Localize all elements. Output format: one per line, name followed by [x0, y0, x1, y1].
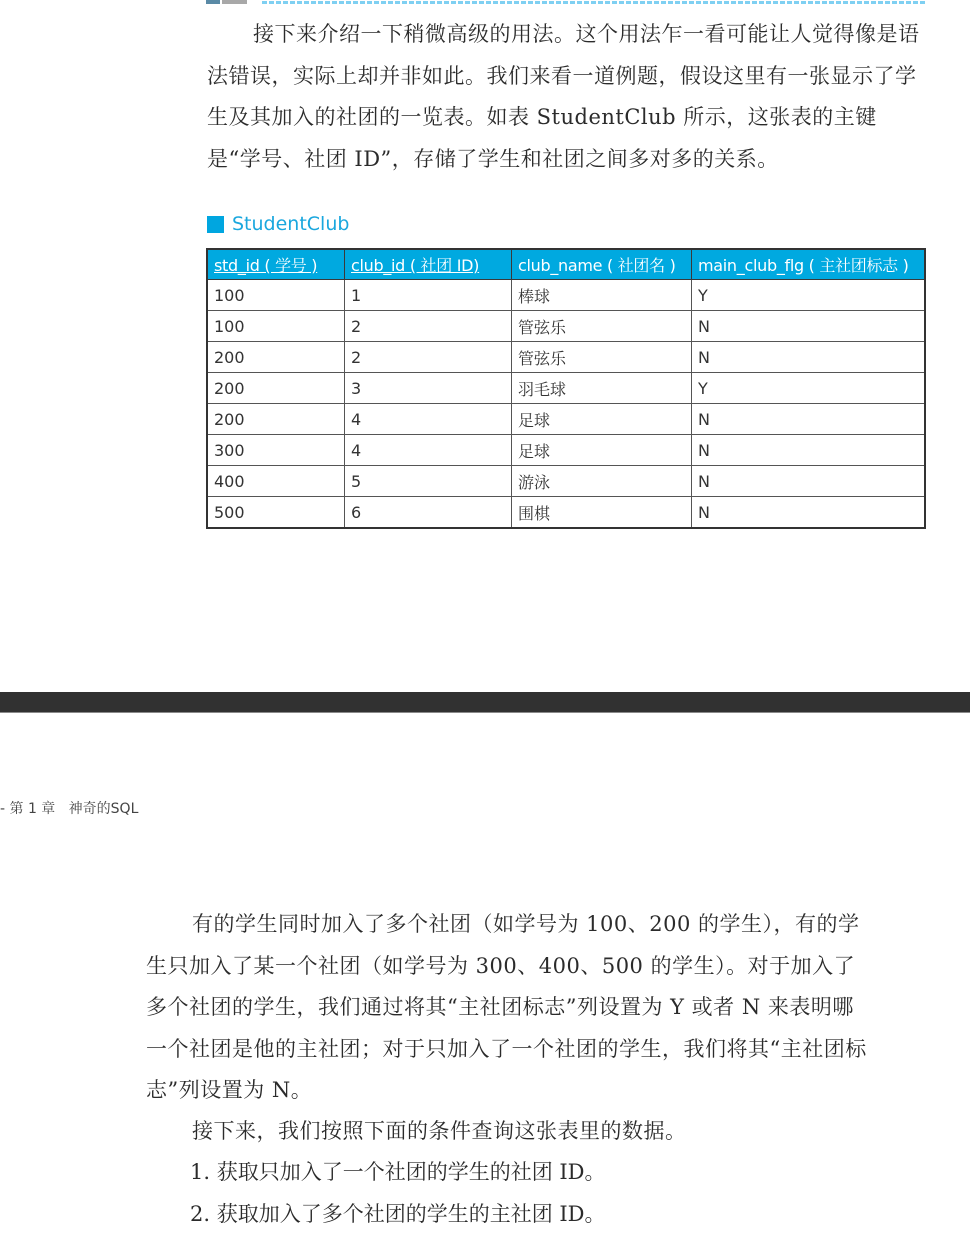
col-header-club-id: club_id ( 社团 ID): [345, 249, 512, 280]
cell-main-club-flg: N: [692, 404, 926, 435]
cell-main-club-flg: N: [692, 311, 926, 342]
intro-paragraph-text: 接下来介绍一下稍微高级的用法。这个用法乍一看可能让人觉得像是语法错误，实际上却并非如此。我们来看一道例题，假设这里有一张显示了学生及其加入的社团的一览表。如表 StudentClub 所示，这张表的主键是“学号、社团 ID”，存储了学生和社团之间多对多的关系。: [207, 22, 920, 171]
deco-dashed-line: [262, 1, 926, 4]
cell-club-id: 2: [345, 342, 512, 373]
cell-std-id: 200: [207, 404, 345, 435]
caption-square-icon: [207, 216, 224, 233]
cell-club-id: 1: [345, 280, 512, 311]
studentclub-table: [206, 248, 926, 529]
cell-std-id: 400: [207, 466, 345, 497]
deco-block-gray: [222, 0, 247, 4]
running-head: - 第 1 章 神奇的SQL: [0, 801, 139, 817]
table-row: [207, 435, 925, 466]
cell-main-club-flg: Y: [692, 280, 926, 311]
cell-main-club-flg: N: [692, 342, 926, 373]
table-row: [207, 280, 925, 311]
cell-club-name: 围棋: [512, 497, 692, 529]
cell-club-id: 4: [345, 435, 512, 466]
query-intro-paragraph: [146, 1111, 868, 1153]
condition-list: [190, 1152, 606, 1235]
col-header-main-club-flg: main_club_flg ( 主社团标志 ): [692, 249, 926, 280]
cell-club-name: 管弦乐: [512, 342, 692, 373]
cell-club-id: 3: [345, 373, 512, 404]
cell-std-id: 100: [207, 280, 345, 311]
cell-club-name: 足球: [512, 404, 692, 435]
cell-club-id: 5: [345, 466, 512, 497]
page-divider-bar: [0, 692, 970, 713]
list-item: 1. 获取只加入了一个社团的学生的社团 ID。: [190, 1160, 606, 1184]
table-caption-text: StudentClub: [232, 213, 350, 235]
table-row: [207, 311, 925, 342]
cell-club-name: 棒球: [512, 280, 692, 311]
cell-club-name: 管弦乐: [512, 311, 692, 342]
col-header-club-name: club_name ( 社团名 ): [512, 249, 692, 280]
explanation-paragraph-text: 有的学生同时加入了多个社团（如学号为 100、200 的学生），有的学生只加入了某一个社团（如学号为 300、400、500 的学生）。对于加入了多个社团的学生，我们通过将其“主社团标志”列设置为 Y 或者 N 来表明哪一个社团是他的主社团；对于只加入了一个社团的学生，我们将其“主社团标志”列设置为 N。: [146, 912, 867, 1102]
table-caption: [207, 213, 349, 235]
intro-paragraph: [207, 14, 929, 180]
cell-club-name: 羽毛球: [512, 373, 692, 404]
cell-club-id: 2: [345, 311, 512, 342]
explanation-paragraph: [146, 904, 868, 1112]
cell-main-club-flg: N: [692, 497, 926, 529]
table-header-row: [207, 249, 925, 280]
table-row: [207, 497, 925, 529]
cell-club-id: 4: [345, 404, 512, 435]
table-row: [207, 404, 925, 435]
cell-std-id: 300: [207, 435, 345, 466]
table-row: [207, 373, 925, 404]
table-row: [207, 466, 925, 497]
page-bottom: [0, 714, 970, 1244]
cell-club-name: 足球: [512, 435, 692, 466]
query-intro-text: 接下来，我们按照下面的条件查询这张表里的数据。: [192, 1119, 687, 1143]
cell-club-id: 6: [345, 497, 512, 529]
deco-block-blue: [206, 0, 220, 4]
cell-main-club-flg: N: [692, 466, 926, 497]
cell-main-club-flg: N: [692, 435, 926, 466]
cell-club-name: 游泳: [512, 466, 692, 497]
col-header-std-id: std_id ( 学号 ): [207, 249, 345, 280]
table-row: [207, 342, 925, 373]
cell-std-id: 500: [207, 497, 345, 529]
cell-std-id: 200: [207, 373, 345, 404]
cell-main-club-flg: Y: [692, 373, 926, 404]
cell-std-id: 100: [207, 311, 345, 342]
cell-std-id: 200: [207, 342, 345, 373]
list-item: 2. 获取加入了多个社团的学生的主社团 ID。: [190, 1201, 606, 1226]
